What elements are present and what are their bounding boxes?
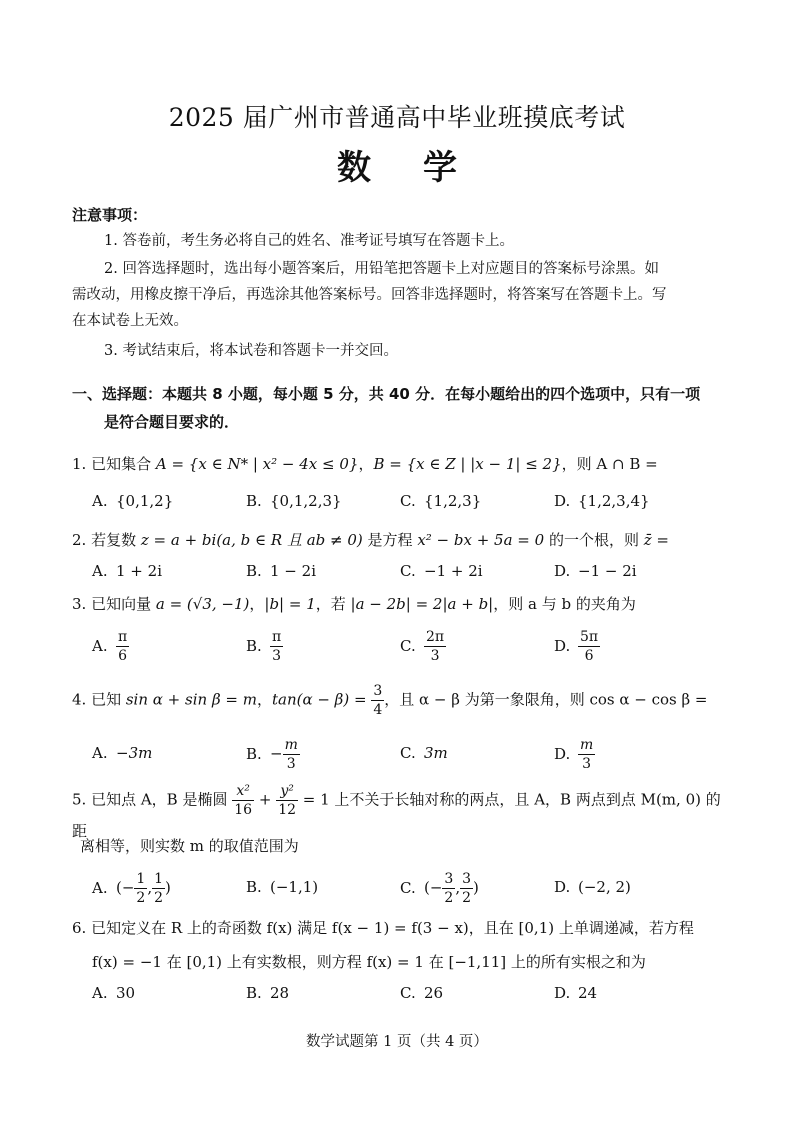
option-c[interactable]: C. 3m [400,744,448,762]
question-6-options [92,984,732,1024]
question-5: 5. 已知点 A，B 是椭圆 $\frac{\text{x²}}{16}$ + $\frac{\text{y²}}{12}$ = 1 上不关于长轴对称的两点，且 A，B 两点到点 M(m, 0) 的距 [72,783,721,840]
question-5-line-2: 离相等，则实数 m 的取值范围为 [80,837,299,855]
subject-title: 数学 [337,148,509,188]
option-b[interactable]: B. 28 [246,984,290,1002]
question-4: 4. 已知 sin α + sin β = m，tan(α − β) = $\frac{3}{4}$ ，且 α − β 为第一象限角，则 cos α − cos β = [72,683,708,718]
question-4-options [92,736,732,776]
option-b[interactable]: B. $\frac{\pi}{3}$ [246,629,282,664]
option-d[interactable]: D. 24 [554,984,598,1002]
note-3: 3. 考试结束后，将本试卷和答题卡一并交回。 [104,343,398,359]
question-1: 1. 已知集合 A = {x ∈ N* | x² − 4x ≤ 0}，B = {x ∈ Z | |x − 1| ≤ 2}，则 A ∩ B = [72,455,658,473]
option-a[interactable]: A. (− $\frac{1}{2}$ , $\frac{1}{2}$ ) [92,871,171,906]
note-2: 2. 回答选择题时，选出每小题答案后，用铅笔把答题卡上对应题目的答案标号涂黑。如 需改动，用橡皮擦干净后，再选涂其他答案标号。回答非选择题时，将答案写在答题卡上。写 在本试卷上无效。 [72,261,667,329]
exam-title: 2025 届广州市普通高中毕业班摸底考试 [168,103,626,132]
question-1-options [92,492,732,532]
question-2: 2. 若复数 z = a + bi(a, b ∈ R 且 ab ≠ 0) 是方程 x² − bx + 5a = 0 的一个根，则 z̄ = [72,531,669,549]
option-d[interactable]: D. (−2, 2) [554,878,631,896]
notes-heading: 注意事项： [72,206,148,224]
option-a[interactable]: A. −3m [92,744,153,762]
question-5-options [92,870,732,910]
option-c[interactable]: C. $\frac{2\pi}{3}$ [400,629,445,664]
option-d[interactable]: D. {1,2,3,4} [554,492,650,510]
option-a[interactable]: A. 1 + 2i [92,562,162,580]
option-b[interactable]: B. 1 − 2i [246,562,316,580]
question-6: 6. 已知定义在 R 上的奇函数 f(x) 满足 f(x − 1) = f(3 − x)，且在 [0,1) 上单调递减，若方程 [72,919,694,937]
note-1: 1. 答卷前，考生务必将自己的姓名、准考证号填写在答题卡上。 [104,233,514,249]
option-c[interactable]: C. (− $\frac{3}{2}$ , $\frac{3}{2}$ ) [400,871,479,906]
question-3-options [92,628,732,668]
option-d[interactable]: D. $\frac{5\pi}{6}$ [554,629,599,664]
question-6-line-2: f(x) = −1 在 [0,1) 上有实数根，则方程 f(x) = 1 在 [−1,11] 上的所有实根之和为 [92,953,646,971]
option-c[interactable]: C. {1,2,3} [400,492,482,510]
question-3: 3. 已知向量 a = (√3, −1)，|b| = 1，若 |a − 2b| = 2|a + b|，则 a 与 b 的夹角为 [72,595,636,613]
option-a[interactable]: A. {0,1,2} [92,492,174,510]
option-b[interactable]: B. {0,1,2,3} [246,492,342,510]
option-b[interactable]: B. − $\frac{m}{3}$ [246,737,298,772]
option-d[interactable]: D. $\frac{m}{3}$ [554,737,594,772]
option-b[interactable]: B. (−1,1) [246,878,319,896]
section-heading: 一、选择题：本题共 8 小题，每小题 5 分，共 40 分．在每小题给出的四个选项中，只有一项 是符合题目要求的． [72,385,701,431]
option-a[interactable]: A. 30 [92,984,136,1002]
option-c[interactable]: C. −1 + 2i [400,562,483,580]
option-c[interactable]: C. 26 [400,984,444,1002]
option-d[interactable]: D. −1 − 2i [554,562,637,580]
page-footer: 数学试题第 1 页（共 4 页） [306,1034,488,1050]
option-a[interactable]: A. $\frac{\pi}{6}$ [92,629,128,664]
